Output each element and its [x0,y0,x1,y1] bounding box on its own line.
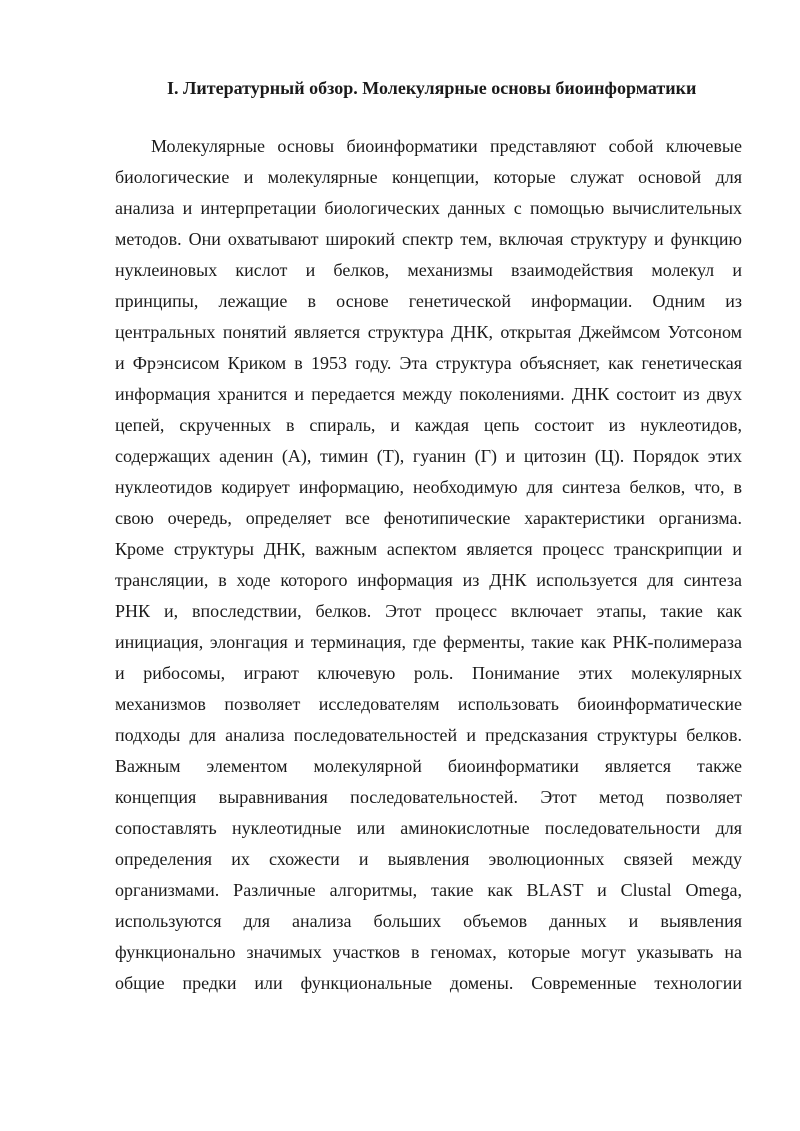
paragraph-line: функционально значимых участков в геномах, которые могут указывать на [115,942,742,962]
body-paragraph [115,131,742,999]
paragraph-line: используются для анализа больших объемов данных и выявления [115,911,742,931]
paragraph-line: биологические и молекулярные концепции, которые служат основой для [115,167,742,187]
paragraph-line: организмами. Различные алгоритмы, такие как BLAST и Clustal Omega, [115,880,742,900]
section-heading: I. Литературный обзор. Молекулярные основы биоинформатики [167,78,697,98]
paragraph-line: РНК и, впоследствии, белков. Этот процесс включает этапы, такие как [115,601,742,621]
paragraph-line: общие предки или функциональные домены. Современные технологии [115,973,742,993]
paragraph-line: механизмов позволяет исследователям использовать биоинформатические [115,694,742,714]
paragraph-line: нуклеотидов кодирует информацию, необходимую для синтеза белков, что, в [115,477,742,497]
paragraph-line: анализа и интерпретации биологических данных с помощью вычислительных [115,198,742,218]
paragraph-line: и рибосомы, играют ключевую роль. Понимание этих молекулярных [115,663,742,683]
paragraph-line: содержащих аденин (А), тимин (Т), гуанин (Г) и цитозин (Ц). Порядок этих [115,446,742,466]
paragraph-line: Молекулярные основы биоинформатики представляют собой ключевые [151,136,742,156]
paragraph-line: сопоставлять нуклеотидные или аминокислотные последовательности для [115,818,742,838]
paragraph-line: и Фрэнсисом Криком в 1953 году. Эта структура объясняет, как генетическая [115,353,742,373]
paragraph-line: Важным элементом молекулярной биоинформатики является также [115,756,742,776]
paragraph-line: центральных понятий является структура ДНК, открытая Джеймсом Уотсоном [115,322,742,342]
paragraph-line: инициация, элонгация и терминация, где ферменты, такие как РНК-полимераза [115,632,742,652]
paragraph-line: принципы, лежащие в основе генетической информации. Одним из [115,291,742,311]
paragraph-line: трансляции, в ходе которого информация из ДНК используется для синтеза [115,570,742,590]
paragraph-line: подходы для анализа последовательностей и предсказания структуры белков. [115,725,742,745]
paragraph-line: информация хранится и передается между поколениями. ДНК состоит из двух [115,384,742,404]
paragraph-line: методов. Они охватывают широкий спектр тем, включая структуру и функцию [115,229,742,249]
paragraph-line: нуклеиновых кислот и белков, механизмы взаимодействия молекул и [115,260,742,280]
paragraph-line: концепция выравнивания последовательностей. Этот метод позволяет [115,787,742,807]
paragraph-line: Кроме структуры ДНК, важным аспектом является процесс транскрипции и [115,539,742,559]
paragraph-line: свою очередь, определяет все фенотипические характеристики организма. [115,508,742,528]
paragraph-line: определения их схожести и выявления эволюционных связей между [115,849,742,869]
paragraph-line: цепей, скрученных в спираль, и каждая цепь состоит из нуклеотидов, [115,415,742,435]
